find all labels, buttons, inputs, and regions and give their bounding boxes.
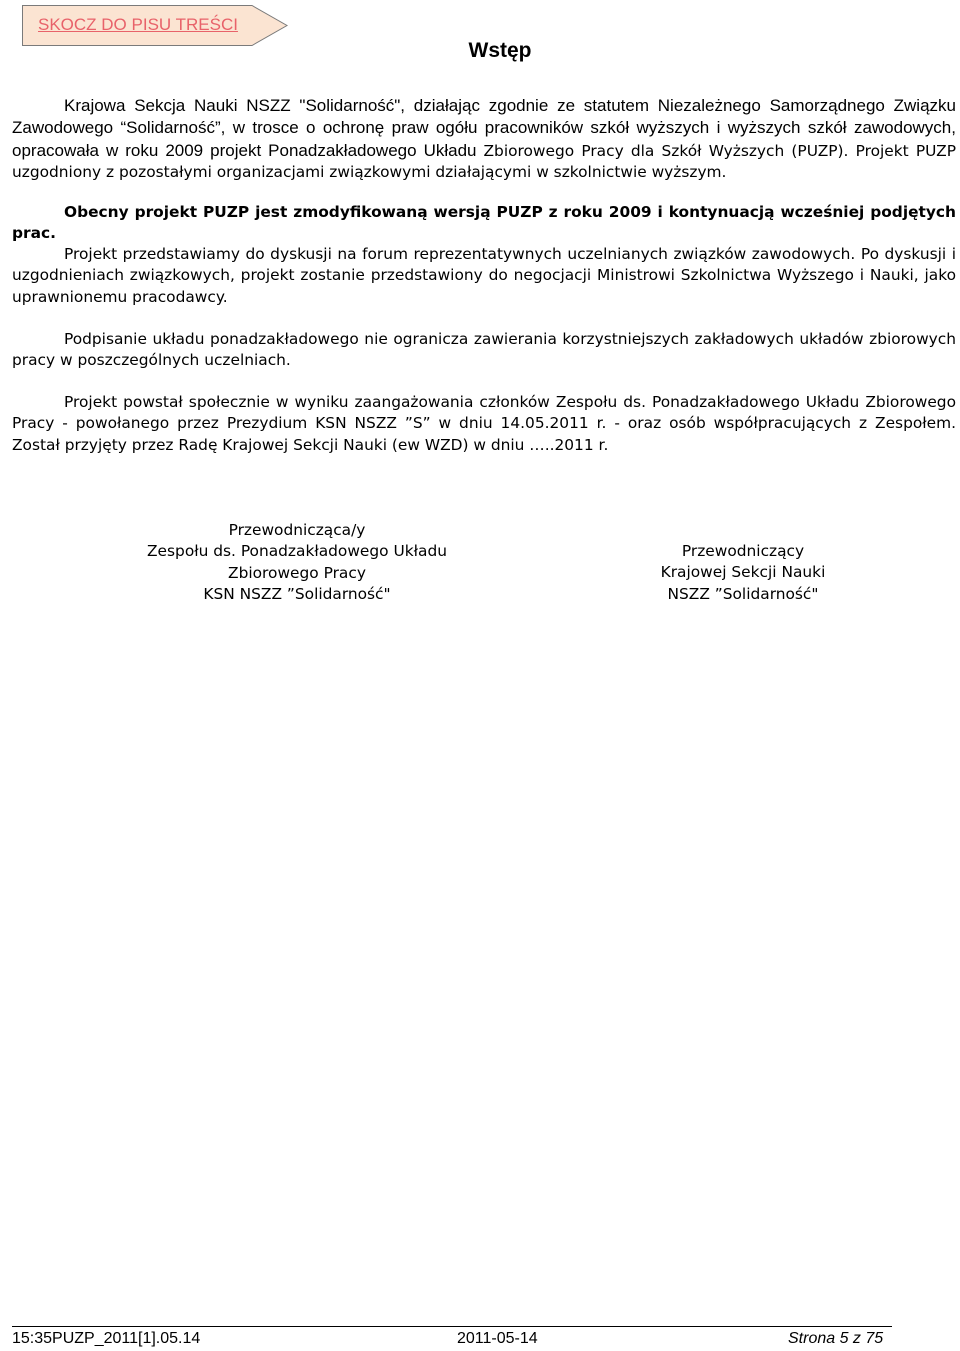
signature-right-line: Krajowej Sekcji Nauki (660, 563, 826, 582)
intro-paragraph (12, 95, 956, 183)
bold-paragraph: Obecny projekt PUZP jest zmodyfikowaną wersją PUZP z roku 2009 i kontynuacją wcześniej podjętych prac. (12, 203, 956, 243)
signature-right-line: NSZZ ”Solidarność" (667, 584, 819, 603)
signature-right-line: Przewodniczący (681, 542, 805, 560)
skip-to-content-label[interactable]: SKOCZ DO PISU TREŚCI (38, 15, 238, 34)
signature-block-left (120, 520, 474, 605)
intro-paragraph-part-a: Krajowa Sekcja Nauki NSZZ "Solidarność", działając zgodnie ze statutem Niezależnego Samorządnego Związku Zawodowego “Solidarność”, w trosce o ochronę praw ogółu pracowników szkół wyższych i wyższych szkół zawodowych, opracowała w roku 2009 projekt Ponadzakładowego Układu (12, 96, 956, 160)
signature-block-right (628, 541, 858, 605)
signature-left-line: KSN NSZZ ”Solidarność" (203, 584, 391, 603)
footer-date: 2011-05-14 (457, 1330, 538, 1347)
agreement-paragraph: Podpisanie układu ponadzakładowego nie ogranicza zawierania korzystniejszych zakładowych układów zbiorowych pracy w poszczególnych uczelniach. (12, 330, 956, 370)
intro-paragraph-part-b: Zbiorowego Pracy dla Szkół Wyższych (PUZP). Projekt PUZP uzgodniony z pozostałymi organizacjami związkowymi działającymi w szkolnictwie wyższym. (12, 141, 956, 181)
footer-page-number: Strona 5 z 75 (788, 1330, 884, 1347)
footer-filename: 15:35PUZP_2011[1].05.14 (12, 1330, 201, 1347)
footer-divider (12, 1326, 892, 1327)
signature-left-line: Zbiorowego Pracy (228, 563, 366, 582)
discussion-paragraph: Projekt przedstawiamy do dyskusji na forum reprezentatywnych uczelnianych związków zawodowych. Po dyskusji i uzgodnieniach związkowych, projekt zostanie przedstawiony do negocjacji Ministrowi Szkolnictwa Wyższego i Nauki, jako uprawnionemu pracodawcy. (12, 245, 956, 306)
page-title: Wstęp (468, 39, 532, 62)
signature-left-line: Przewodnicząca/y (228, 521, 366, 539)
signature-left-line: Zespołu ds. Ponadzakładowego Układu (147, 542, 447, 561)
origin-paragraph: Projekt powstał społecznie w wyniku zaangażowania członków Zespołu ds. Ponadzakładowego Układu Zbiorowego Pracy - powołanego przez Prezydium KSN NSZZ ”S” w dniu 14.05.2011 r. - oraz osób współpracujących z Zespołem. Został przyjęty przez Radę Krajowej Sekcji Nauki (ew WZD) w dniu …..2011 r. (12, 393, 956, 454)
